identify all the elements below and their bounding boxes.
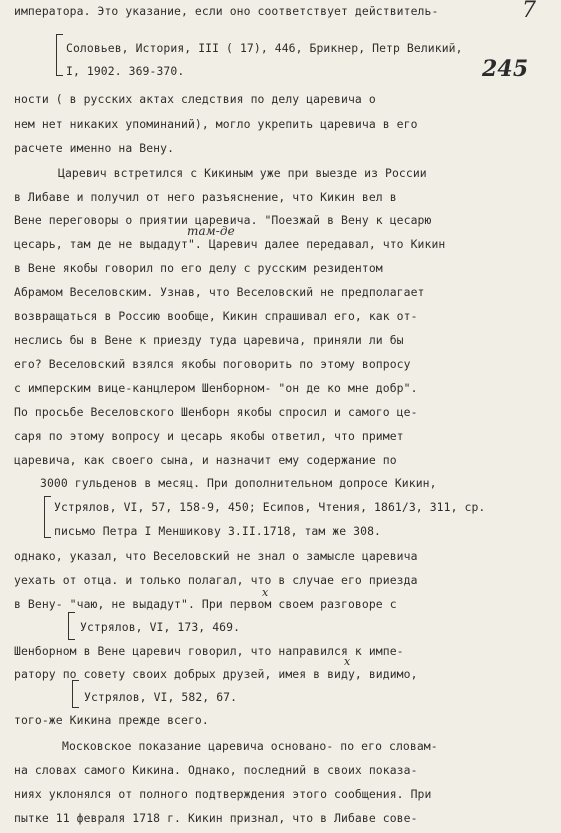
text-line: ниях уклонялся от полного подтверждения этого сообщения. При [14,787,432,801]
text-line: в Вене якобы говорил по его делу с русским резидентом [14,261,383,275]
handwritten-insertion: там-де [187,224,235,238]
footnote-bracket [68,612,75,640]
text-line: цесарь, там де не выдадут". Царевич далее передавал, что Кикин [14,237,446,251]
text-line: его? Веселовский взялся якобы поговорить по этому вопросу [14,357,411,371]
text-line: пытке 11 февраля 1718 г. Кикин признал, что в Либаве сове- [14,811,418,825]
footnote-line: письмо Петра I Меншикову 3.II.1718, там же 308. [54,524,382,538]
footnote-line: I, 1902. 369-370. [66,64,185,78]
footnote-bracket [56,34,63,76]
text-line: в Либаве и получил от него разъяснение, что Кикин вел в [14,190,397,204]
page-number-handwritten: 7 [522,0,537,23]
footnote-bracket [72,680,79,708]
text-line: 3000 гульденов в месяц. При дополнительном допросе Кикин, [40,476,437,490]
caret-mark: х [344,655,351,668]
text-line: Царевич встретился с Кикиным уже при выезде из России [58,166,427,180]
footnote-line: Устрялов, VI, 173, 469. [80,620,241,634]
text-line: императора. Это указание, если оно соответствует действитель- [14,4,439,18]
text-line: царевича, как своего сына, и назначит ему содержание по [14,453,397,467]
text-line: того-же Кикина прежде всего. [14,713,209,727]
text-line: неслись бы в Вене к приезду туда царевича, приняли ли бы [14,333,404,347]
footnote-bracket [44,496,51,538]
footnote-line: Устрялов, VI, 57, 158-9, 450; Есипов, Чтения, 1861/3, 311, ср. [54,500,486,514]
text-line: уехать от отца. и только полагал, что в случае его приезда [14,573,418,587]
text-line: с имперским вице-канцлером Шенборном- "он де ко мне добр". [14,381,418,395]
text-line: возвращаться в Россию вообще, Кикин спрашивал его, как от- [14,309,418,323]
text-line: саря по этому вопросу и цесарь якобы ответил, что примет [14,429,404,443]
caret-mark: х [262,586,269,599]
text-line: Шенборном в Вене царевич говорил, что направился к импе- [14,644,404,658]
text-line: Вене переговоры о приятии царевича. "Поезжай в Вену к цесарю [14,213,432,227]
text-line: Абрамом Веселовским. Узнав, что Веселовский не предполагает [14,285,425,299]
text-line: Московское показание царевича основано- по его словам- [62,739,438,753]
text-line: однако, указал, что Веселовский не знал о замысле царевича [14,549,418,563]
footnote-line: Устрялов, VI, 582, 67. [84,690,238,704]
text-line: в Вену- "чаю, не выдадут". При первом своем разговоре с [14,597,397,611]
text-line: ратору по совету своих добрых друзей, имея в виду, видимо, [14,667,418,681]
text-line: на словах самого Кикина. Однако, последний в своих показа- [14,763,418,777]
text-line: расчете именно на Вену. [14,141,175,155]
text-line: ности ( в русских актах следствия по делу царевича о [14,92,376,106]
text-line: нем нет никаких упоминаний), могло укрепить царевича в его [14,117,418,131]
folio-number-handwritten: 245 [482,56,529,82]
text-line: По просьбе Веселовского Шенборн якобы спросил и самого це- [14,405,418,419]
footnote-line: Соловьев, История, III ( 17), 446, Брикнер, Петр Великий, [66,41,463,55]
